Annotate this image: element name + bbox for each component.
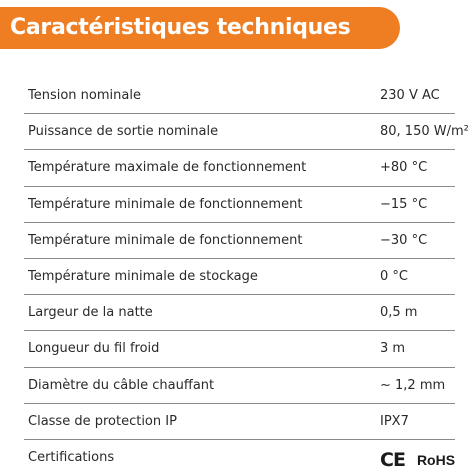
spec-row: [24, 295, 455, 331]
spec-label: Classe de protection IP: [28, 413, 177, 429]
header-banner: [0, 7, 400, 49]
spec-label: Longueur du fil froid: [28, 341, 160, 357]
spec-label: Température maximale de fonctionnement: [28, 160, 307, 176]
spec-label: Tension nominale: [28, 88, 141, 103]
spec-value: −30 °C: [380, 232, 428, 248]
spec-value: +80 °C: [380, 160, 428, 176]
spec-value: IPX7: [380, 413, 409, 429]
spec-label: Diamètre du câble chauffant: [28, 377, 215, 393]
spec-value: 0 °C: [380, 268, 408, 284]
spec-value: −15 °C: [380, 196, 428, 212]
rohs-logo: RoHS: [416, 451, 456, 468]
spec-row: [24, 259, 455, 295]
spec-row: [24, 223, 455, 259]
spec-row: [24, 114, 469, 150]
spec-row: [24, 368, 455, 404]
spec-label: Certifications: [28, 449, 115, 465]
spec-row: [24, 440, 455, 470]
spec-row: [24, 404, 455, 440]
spec-row: [24, 78, 455, 114]
spec-value: 3 m: [380, 341, 406, 357]
certification-logos: [380, 448, 455, 470]
spec-row: [24, 187, 455, 223]
spec-label: Température minimale de fonctionnement: [28, 196, 303, 212]
spec-row: [24, 331, 455, 367]
spec-value: 230 V AC: [380, 88, 440, 103]
spec-label: Température minimale de fonctionnement: [28, 232, 303, 248]
spec-label: Puissance de sortie nominale: [28, 124, 219, 140]
ce-mark-logo: CE: [380, 448, 405, 470]
spec-row: [24, 150, 455, 186]
spec-label: Largeur de la natte: [28, 305, 153, 321]
spec-value: 0,5 m: [380, 305, 418, 321]
page-title: Caractéristiques techniques: [10, 15, 351, 40]
spec-value: 80, 150 W/m²: [380, 124, 469, 140]
spec-table: [24, 78, 469, 470]
spec-value: ~ 1,2 mm: [380, 377, 446, 393]
spec-label: Température minimale de stockage: [28, 268, 258, 284]
